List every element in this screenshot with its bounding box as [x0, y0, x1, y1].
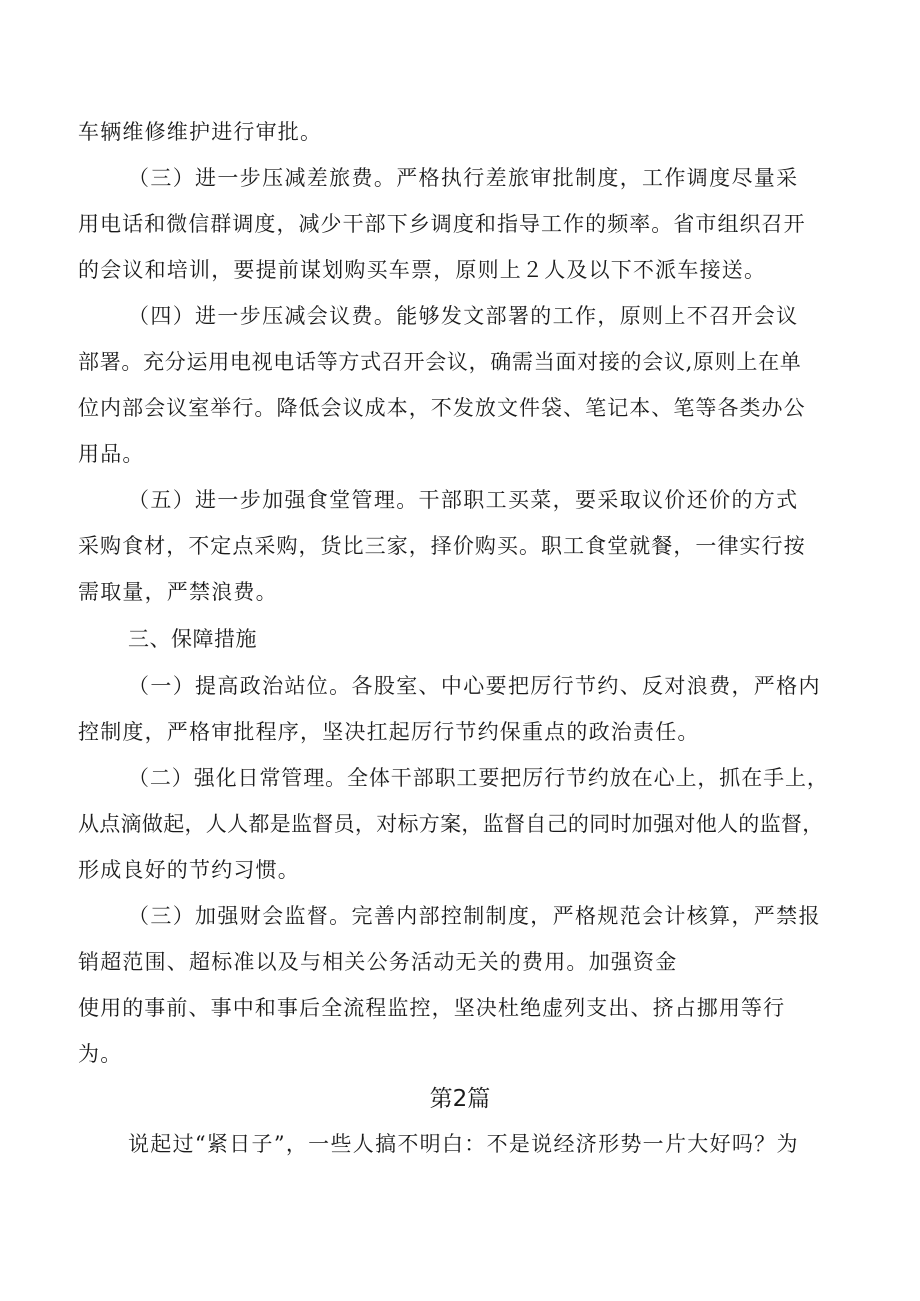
paragraph-line: （四）进一步压减会议费。能够发文部署的工作，原则上不召开会议: [128, 304, 799, 328]
paragraph-line: 车辆维修维护进行审批。: [78, 120, 323, 144]
paragraph-line: （五）进一步加强食堂管理。干部职工买菜，要采取议价还价的方式: [128, 488, 799, 512]
paragraph-line: 从点滴做起，人人都是监督员，对标方案，监督自己的同时加强对他人的监督，: [78, 812, 824, 836]
paragraph-line: （三）加强财会监督。完善内部控制制度，严格规范会计核算，严禁报: [128, 904, 821, 928]
paragraph-line: 采购食材，不定点采购，货比三家，择价购买。职工食堂就餐，一律实行按: [78, 534, 806, 558]
paragraph-line: （二）强化日常管理。全体干部职工要把厉行节约放在心上，抓在手上，: [128, 766, 829, 790]
paragraph-line: 位内部会议室举行。降低会议成本，不发放文件袋、笔记本、笔等各类办公: [78, 396, 806, 420]
paragraph-line: 控制度，严格审批程序，坚决扛起厉行节约保重点的政治责任。: [78, 720, 700, 744]
paragraph-line: （一）提高政治站位。各股室、中心要把厉行节约、反对浪费，严格内: [128, 674, 821, 698]
paragraph-line: 使用的事前、事中和事后全流程监控，坚决杜绝虚列支出、挤占挪用等行: [78, 996, 786, 1020]
section-heading: 三、保障措施: [128, 627, 257, 651]
paragraph-line: 部署。充分运用电视电话等方式召开会议，确需当面对接的会议,原则上在单: [78, 350, 802, 374]
paragraph-line: （三）进一步压减差旅费。严格执行差旅审批制度，工作调度尽量采: [128, 166, 799, 190]
paragraph-line: 为。: [78, 1042, 123, 1066]
paragraph-line: 形成良好的节约习惯。: [78, 858, 300, 882]
article-title: 第2篇: [429, 1086, 491, 1112]
paragraph-line: 需取量，严禁浪费。: [78, 580, 278, 604]
paragraph-line: 用品。: [78, 442, 145, 466]
paragraph-line: 销超范围、超标准以及与相关公务活动无关的费用。加强资金: [78, 950, 678, 974]
paragraph-line: 说起过“紧日子”，一些人搞不明白：不是说经济形势一片大好吗？为: [128, 1132, 799, 1156]
paragraph-line: 的会议和培训，要提前谋划购买车票，原则上２人及以下不派车接送。: [78, 258, 767, 282]
paragraph-line: 用电话和微信群调度，减少干部下乡调度和指导工作的频率。省市组织召开: [78, 212, 806, 236]
